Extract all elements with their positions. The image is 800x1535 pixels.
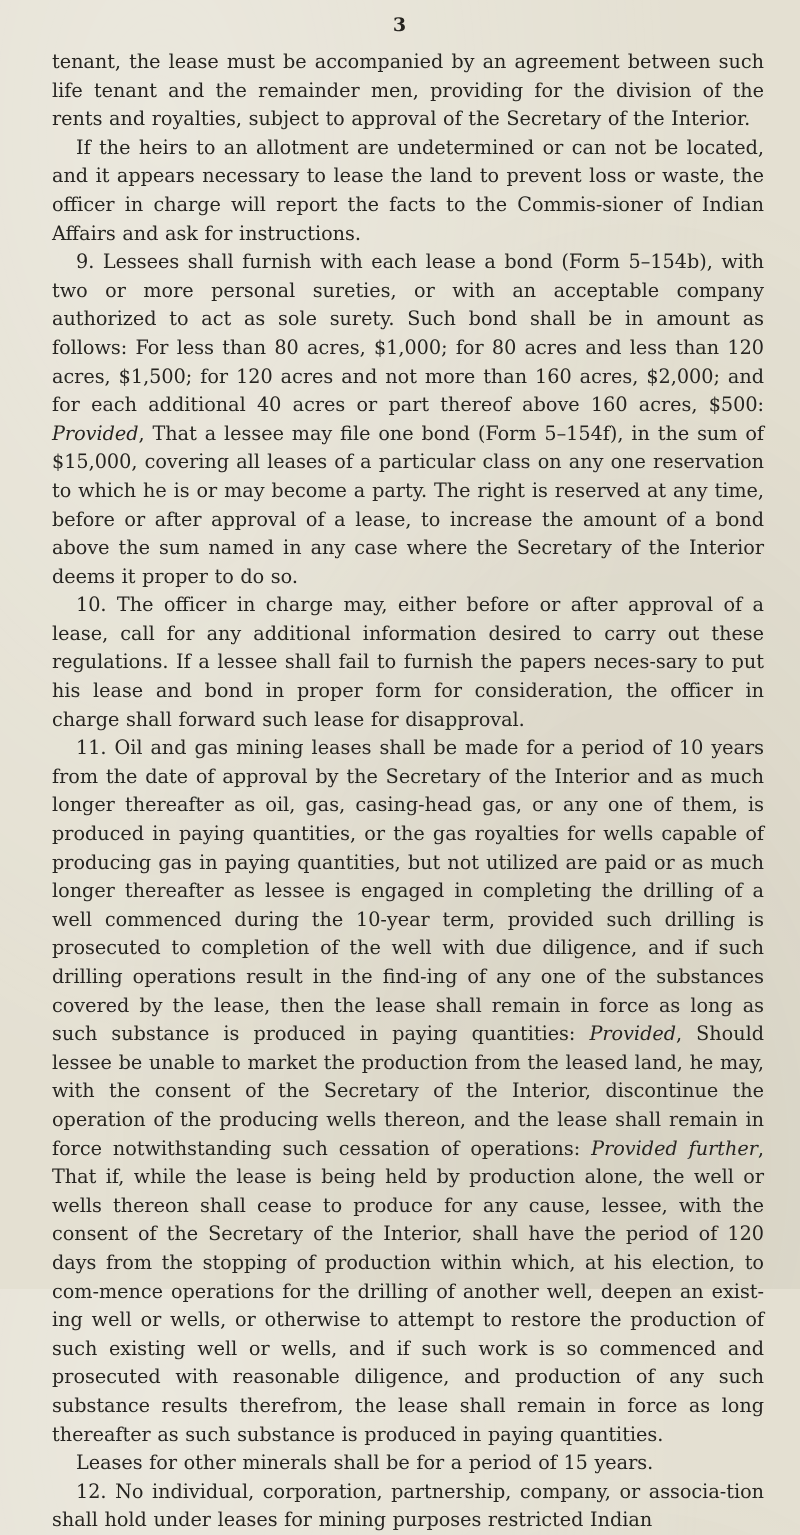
- paragraph-text: tenant, the lease must be accompanied by an agreement between such life tenant and the remainder men, providing for the division of the rents and royalties, subject to approval of the Secretary of the Interior.: [52, 50, 764, 131]
- paragraph-section-12: [52, 1478, 764, 1535]
- paragraph-text: Leases for other minerals shall be for a period of 15 years.: [76, 1451, 654, 1475]
- paragraph-section-9: [52, 248, 764, 591]
- paragraph-text: 10. The officer in charge may, either before or after approval of a lease, call for any additional information desired to carry out these regulations. If a lessee shall fail to furnish the papers neces-sary to put his lease and bond in proper form for consideration, the officer in charge shall forward such lease for disapproval.: [52, 593, 764, 731]
- italic-term: Provided: [52, 421, 139, 445]
- paragraph-text: , Should lessee be unable to market the production from the leased land, he may, with the consent of the Secretary of the Interior, discontinue the operation of the producing wells thereon, and the lease shall remain in force notwithstanding such cessation of operations:: [52, 1022, 764, 1160]
- paragraph-text: , That a lessee may file one bond (Form 5–154f), in the sum of $15,000, covering all leases of a particular class on any one reservation to which he is or may become a party. The right is reserved at any time, before or after approval of a lease, to increase the amount of a bond above the sum named in any case where the Secretary of the Interior deems it proper to do so.: [52, 421, 764, 588]
- paragraph-text: 9. Lessees shall furnish with each lease a bond (Form 5–154b), with two or more personal sureties, or with an acceptable company authorized to act as sole surety. Such bond shall be in amount as follows: For less than 80 acres, $1,000; for 80 acres and less than 120 acres, $1,500; for 120 acres and not more than 160 acres, $2,000; and for each additional 40 acres or part thereof above 160 acres, $500:: [52, 250, 764, 417]
- body-text: [52, 48, 764, 1535]
- paragraph-text: , That if, while the lease is being held by production alone, the well or wells thereon shall cease to produce for any cause, lessee, with the consent of the Secretary of the Interior, shall have the period of 120 days from the stopping of production within which, at his election, to com-mence operations for the drilling of another well, deepen an exist-ing well or wells, or otherwise to attempt to restore the production of such existing well or wells, and if such work is so commenced and prosecuted with reasonable diligence, and production of any such substance results therefrom, the lease shall remain in force as long thereafter as such substance is produced in paying quantities.: [52, 1136, 764, 1446]
- paragraph-section-11: [52, 734, 764, 1449]
- paragraph-other-minerals: [52, 1449, 764, 1478]
- paragraph-intro: [52, 48, 764, 134]
- italic-term: Provided: [589, 1022, 676, 1046]
- paragraph-section-10: [52, 591, 764, 734]
- paragraph-text: 11. Oil and gas mining leases shall be made for a period of 10 years from the date of approval by the Secretary of the Interior and as much longer thereafter as oil, gas, casing-head gas, or any one of them, is produced in paying quantities, or the gas royalties for wells capable of producing gas in paying quantities, but not utilized are paid or as much longer thereafter as lessee is engaged in completing the drilling of a well commenced during the 10-year term, provided such drilling is prosecuted to completion of the well with due diligence, and if such drilling operations result in the find-ing of any one of the substances covered by the lease, then the lease shall remain in force as long as such substance is produced in paying quantities:: [52, 736, 764, 1046]
- page-number: 3: [392, 14, 408, 36]
- paragraph-text: If the heirs to an allotment are undetermined or can not be located, and it appears necessary to lease the land to prevent loss or waste, the officer in charge will report the facts to the Commis-sioner of Indian Affairs and ask for instructions.: [52, 135, 764, 245]
- italic-term: Provided further: [591, 1136, 758, 1160]
- paragraph-heirs: [52, 134, 764, 248]
- paragraph-text: 12. No individual, corporation, partnership, company, or associa-tion shall hold under leases for mining purposes restricted Indian: [52, 1479, 764, 1532]
